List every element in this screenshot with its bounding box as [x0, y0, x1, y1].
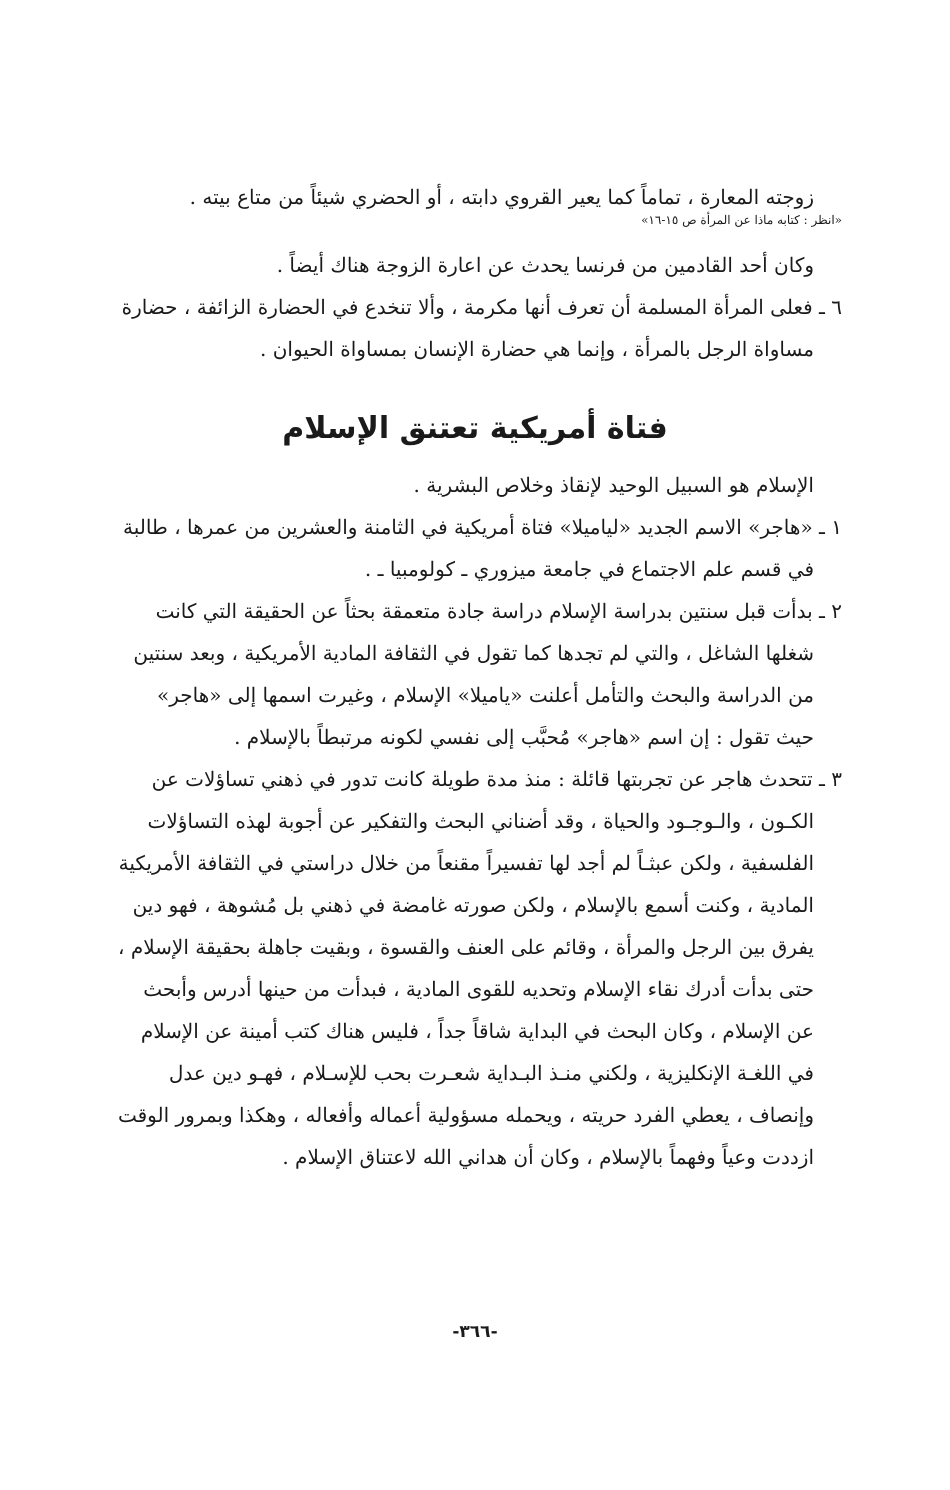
page-number: -٣٦٦-: [452, 1322, 498, 1342]
numbered-item-6: ٦ ـ فعلى المرأة المسلمة أن تعرف أنها مكرمة ، وألا تنخدع في الحضارة الزائفة ، حضارة: [121, 295, 842, 319]
text-line: من الدراسة والبحث والتأمل أعلنت «ياميلا» الإسلام ، وغيرت اسمها إلى «هاجر»: [156, 683, 814, 707]
text-line: زوجته المعارة ، تماماً كما يعير القروي دابته ، أو الحضري شيئاً من متاع بيته .: [189, 185, 814, 209]
text-line: عن الإسلام ، وكان البحث في البداية شاقاً جداً ، فليس هناك كتب أمينة عن الإسلام: [140, 1019, 814, 1043]
text-line: يفرق بين الرجل والمرأة ، وقائم على العنف والقسوة ، وبقيت جاهلة بحقيقة الإسلام ،: [118, 935, 814, 959]
numbered-item-1: ١ ـ «هاجر» الاسم الجديد «لياميلا» فتاة أمريكية في الثامنة والعشرين من عمرها ، طالبة: [122, 515, 842, 539]
text-line: وإنصاف ، يعطي الفرد حريته ، ويحمله مسؤولية أعماله وأفعاله ، وهكذا وبمرور الوقت: [117, 1103, 814, 1127]
reference-note: «انظر : كتابه ماذا عن المرأة ص ١٥-١٦»: [641, 213, 842, 227]
intro-line: الإسلام هو السبيل الوحيد لإنقاذ وخلاص البشرية .: [413, 473, 814, 497]
footnote-block: [102, 212, 842, 228]
text-line: في قسم علم الاجتماع في جامعة ميزوري ـ كولومبيا ـ .: [364, 557, 814, 581]
text-line: مساواة الرجل بالمرأة ، وإنما هي حضارة الإنسان بمساواة الحيوان .: [260, 337, 814, 361]
text-line: الفلسفية ، ولكن عبثـاً لم أجد لها تفسيراً مقنعاً من خلال دراستي في الثقافة الأمريكية: [118, 851, 814, 875]
main-body: [102, 464, 842, 1178]
text-line: المادية ، وكنت أسمع بالإسلام ، ولكن صورته غامضة في ذهني بل مُشوهة ، فهو دين: [132, 893, 814, 917]
text-line: وكان أحد القادمين من فرنسا يحدث عن اعارة الزوجة هناك أيضاً .: [276, 253, 814, 277]
top-section-continued: [102, 244, 842, 370]
text-line: ازددت وعياً وفهماً بالإسلام ، وكان أن هداني الله لاعتناق الإسلام .: [282, 1145, 814, 1169]
text-line: الكـون ، والـوجـود والحياة ، وقد أضناني البحث والتفكير عن أجوبة لهذه التساؤلات: [147, 809, 814, 833]
section-heading: فتاة أمريكية تعتنق الإسلام: [282, 411, 668, 446]
text-line: في اللغـة الإنكليزية ، ولكني منـذ البـداية شعـرت بحب للإسـلام ، فهـو دين عدل: [168, 1061, 814, 1085]
text-line: شغلها الشاغل ، والتي لم تجدها كما تقول في الثقافة المادية الأمريكية ، وبعد سنتين: [133, 641, 814, 665]
numbered-item-3: ٣ ـ تتحدث هاجر عن تجربتها قائلة : منذ مدة طويلة كانت تدور في ذهني تساؤلات عن: [151, 767, 842, 791]
text-line: حتى بدأت أدرك نقاء الإسلام وتحديه للقوى المادية ، فبدأت من حينها أدرس وأبحث: [143, 977, 814, 1001]
numbered-item-2: ٢ ـ بدأت قبل سنتين بدراسة الإسلام دراسة جادة متعمقة بحثاً عن الحقيقة التي كانت: [155, 599, 842, 623]
text-line: حيث تقول : إن اسم «هاجر» مُحبَّب إلى نفسي لكونه مرتبطاً بالإسلام .: [234, 725, 814, 749]
